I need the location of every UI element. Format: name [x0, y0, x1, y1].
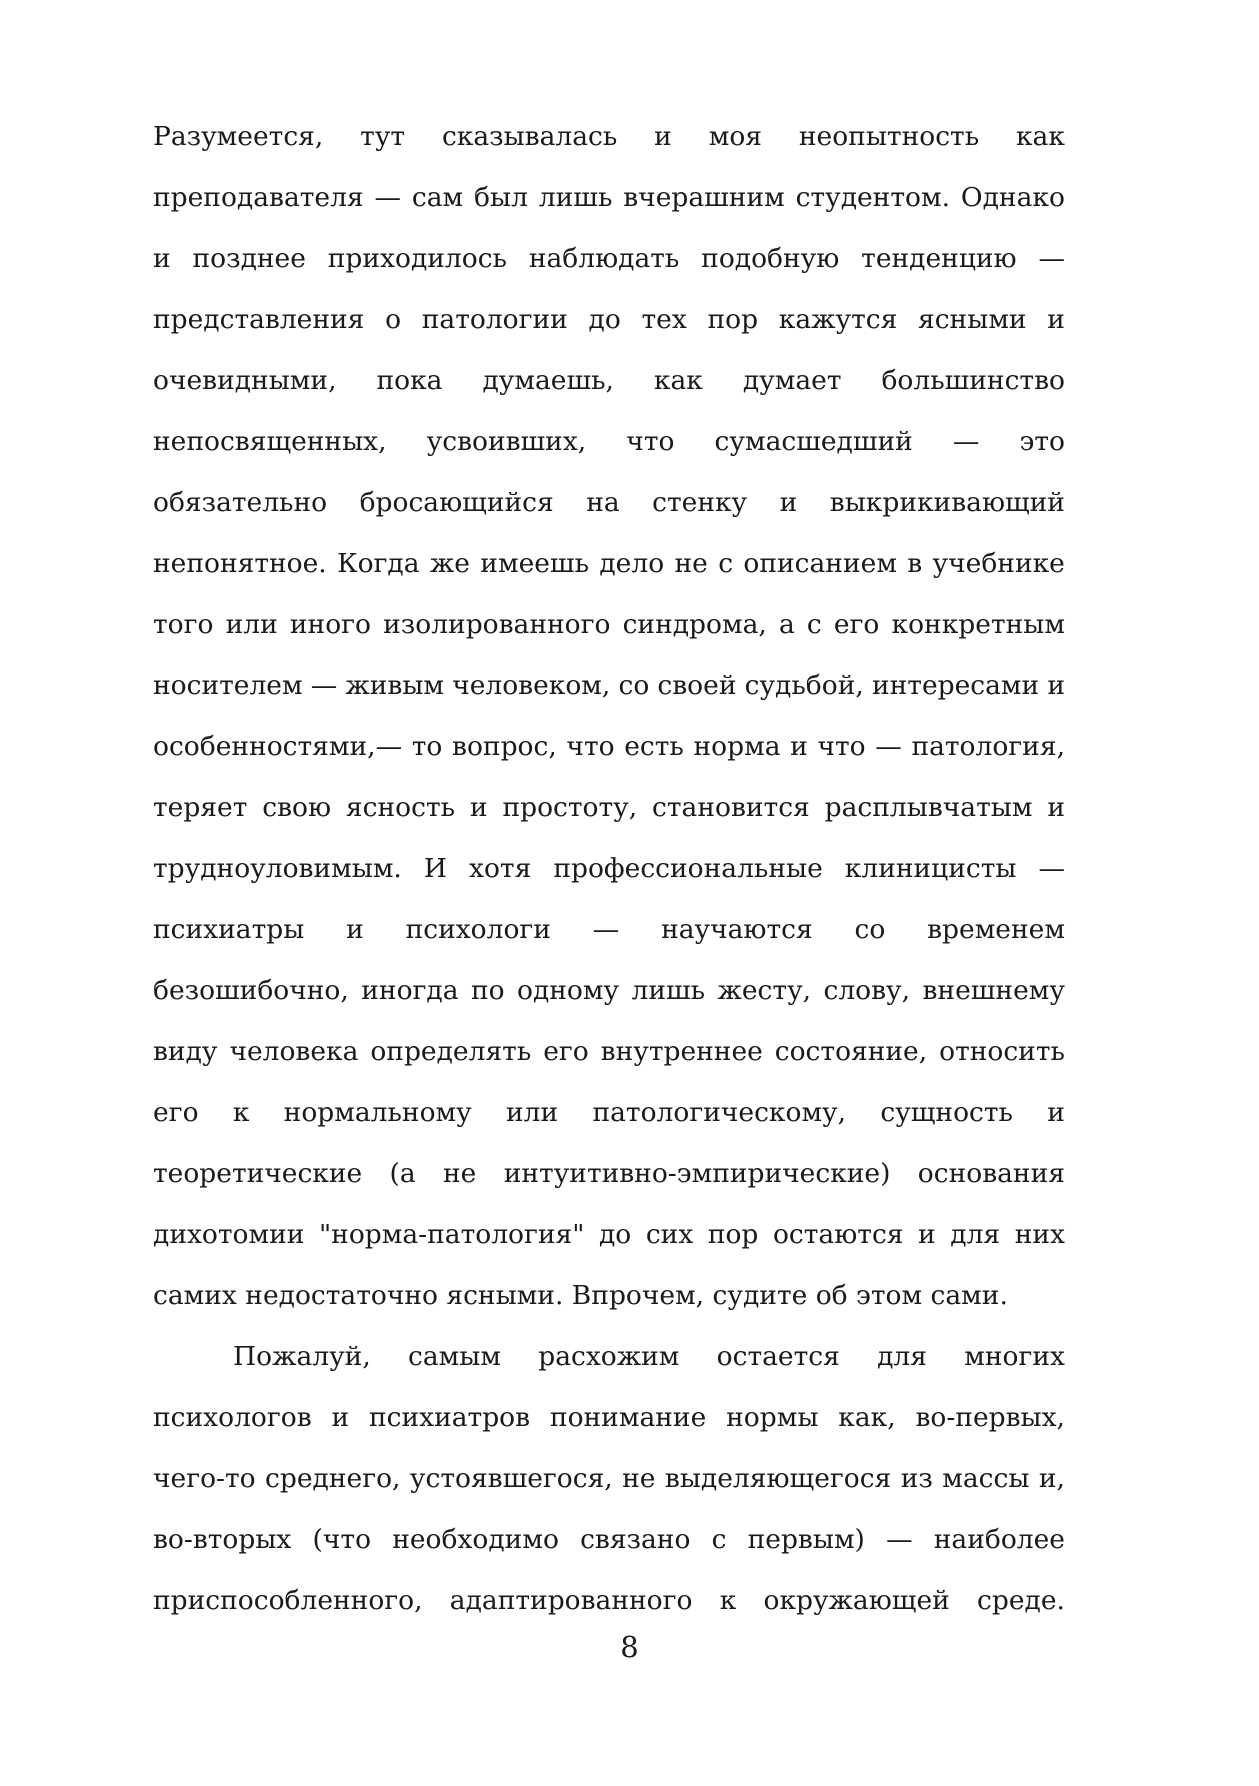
text-line: [153, 228, 1065, 289]
word: нормальному: [283, 1097, 472, 1128]
word: чего-то: [153, 1463, 256, 1494]
word: подобную: [701, 243, 840, 274]
word: тех: [641, 304, 687, 335]
word: не: [674, 548, 708, 579]
word: и: [918, 1219, 936, 1250]
text-line: [153, 960, 1065, 1021]
paragraph-1: [153, 106, 1065, 1265]
word: преподавателя: [153, 182, 364, 213]
word: это: [1019, 426, 1065, 457]
text-line: [153, 289, 1065, 350]
word: устоявшегося,: [409, 1463, 613, 1494]
word: его: [833, 609, 880, 640]
word: психиатров: [368, 1402, 531, 1433]
word: приходилось: [327, 243, 507, 274]
word: временем: [927, 914, 1065, 945]
text-line: [153, 838, 1065, 899]
word: вопрос,: [452, 731, 557, 762]
word: выделяющегося: [664, 1463, 892, 1494]
word: есть: [624, 731, 684, 762]
word: сказывалась: [441, 121, 618, 152]
word: нормы: [726, 1402, 819, 1433]
word: норма: [693, 731, 781, 762]
word: и: [1047, 304, 1065, 335]
word: среднего,: [265, 1463, 401, 1494]
word: внешнему: [922, 975, 1065, 1006]
word: интересами: [871, 670, 1040, 701]
word: то: [411, 731, 443, 762]
word: его: [543, 1036, 589, 1067]
word: виду: [153, 1036, 218, 1067]
word: представления: [153, 304, 365, 335]
word: очевидными,: [153, 365, 337, 396]
word: и: [779, 487, 798, 518]
word: сих: [645, 1219, 694, 1250]
word: расхожим: [538, 1341, 680, 1372]
word: необходимо: [392, 1524, 559, 1555]
word: большинство: [881, 365, 1065, 396]
paragraph-2: [153, 1326, 1065, 1631]
text-line: [153, 1509, 1065, 1570]
word: среде.: [977, 1585, 1065, 1616]
word: —: [310, 670, 338, 701]
word: окружающей: [763, 1585, 950, 1616]
word: сумасшедший: [714, 426, 913, 457]
word: неопытность: [798, 121, 980, 152]
word: психологи: [405, 914, 551, 945]
word: первым): [747, 1524, 865, 1555]
word: студентом.: [795, 182, 951, 213]
word: что: [817, 731, 866, 762]
word: теряет: [153, 792, 248, 823]
word: и: [1047, 1097, 1065, 1128]
word: иногда: [361, 975, 459, 1006]
word: бросающийся: [359, 487, 554, 518]
word: адаптированного: [449, 1585, 693, 1616]
word: внутреннее: [600, 1036, 763, 1067]
word: основания: [917, 1158, 1065, 1189]
word: и: [153, 243, 171, 274]
word: связано: [580, 1524, 691, 1555]
word: не: [622, 1463, 656, 1494]
word: особенностями,—: [153, 731, 403, 762]
word: с: [718, 548, 734, 579]
word: слову,: [823, 975, 911, 1006]
word: до: [588, 304, 621, 335]
word: сам: [411, 182, 464, 213]
word: же: [429, 548, 470, 579]
word: определять: [370, 1036, 532, 1067]
body-text: [153, 106, 1065, 1631]
word: непонятное.: [153, 548, 327, 579]
word: стенку: [652, 487, 748, 518]
word: тут: [360, 121, 406, 152]
word: в: [907, 548, 923, 579]
word: а: [778, 609, 795, 640]
word: моя: [708, 121, 762, 152]
word: теоретические: [153, 1158, 363, 1189]
paragraph-1-last-line: самих недостаточно ясными. Впрочем, судите об этом сами.: [153, 1280, 1008, 1311]
word: них: [1014, 1219, 1065, 1250]
word: обязательно: [153, 487, 328, 518]
word: И: [423, 853, 447, 884]
word: жесту,: [717, 975, 812, 1006]
word: судьбой,: [744, 670, 864, 701]
word: —: [592, 914, 620, 945]
word: многих: [964, 1341, 1065, 1372]
word: —: [875, 731, 902, 762]
word: был: [474, 182, 528, 213]
word: (а: [389, 1158, 416, 1189]
word: думает: [742, 365, 842, 396]
word: учебнике: [932, 548, 1065, 579]
word: позднее: [192, 243, 306, 274]
word: как: [1015, 121, 1065, 152]
word: становится: [652, 792, 810, 823]
word: с: [806, 609, 822, 640]
word: к: [232, 1097, 250, 1128]
word: —: [1038, 853, 1065, 884]
text-line: [153, 1448, 1065, 1509]
word: изолированного: [383, 609, 611, 640]
text-line: [153, 1387, 1065, 1448]
word: Пожалуй,: [233, 1341, 371, 1372]
word: патология,: [911, 731, 1065, 762]
word: как: [653, 365, 703, 396]
word: что: [626, 426, 675, 457]
word: и: [331, 1402, 350, 1433]
word: патологии: [421, 304, 568, 335]
text-line: [153, 533, 1065, 594]
word: его: [153, 1097, 199, 1128]
word: и: [654, 121, 672, 152]
word: носителем: [153, 670, 303, 701]
word: своей: [657, 670, 737, 701]
word: массы: [942, 1463, 1030, 1494]
word: и: [1047, 670, 1065, 701]
word: выкрикивающий: [829, 487, 1065, 518]
word: профессиональные: [553, 853, 823, 884]
word: сущность: [880, 1097, 1013, 1128]
word: человеком,: [452, 670, 611, 701]
word: Разумеется,: [153, 121, 324, 152]
word: и: [346, 914, 364, 945]
word: расплывчатым: [824, 792, 1033, 823]
word: до: [598, 1219, 632, 1250]
word: на: [586, 487, 620, 518]
word: со: [618, 670, 650, 701]
text-line: [153, 411, 1065, 472]
text-line: [153, 655, 1065, 716]
text-line: [153, 716, 1065, 777]
word: и: [790, 731, 808, 762]
text-line: [153, 594, 1065, 655]
word: интуитивно-эмпирические): [503, 1158, 891, 1189]
word: психиатры: [153, 914, 305, 945]
word: психологов: [153, 1402, 312, 1433]
word: имеешь: [480, 548, 590, 579]
word: конкретным: [891, 609, 1065, 640]
word: наблюдать: [528, 243, 680, 274]
word: живым: [345, 670, 445, 701]
word: клиницисты: [844, 853, 1017, 884]
word: состояние,: [774, 1036, 928, 1067]
word: человека: [229, 1036, 359, 1067]
word: остается: [716, 1341, 840, 1372]
word: описанием: [743, 548, 897, 579]
word: к: [719, 1585, 737, 1616]
word: во-первых,: [915, 1402, 1065, 1433]
text-line: [153, 1143, 1065, 1204]
word: Когда: [337, 548, 420, 579]
word: как,: [838, 1402, 896, 1433]
word: думаешь,: [482, 365, 614, 396]
word: простоту,: [502, 792, 638, 823]
word: остаются: [772, 1219, 904, 1250]
word: вчерашним: [623, 182, 785, 213]
word: тенденцию: [861, 243, 1017, 274]
text-line: [153, 1021, 1065, 1082]
word: кажутся: [778, 304, 898, 335]
word: самым: [408, 1341, 501, 1372]
word: лишь: [631, 975, 706, 1006]
word: лишь: [538, 182, 613, 213]
word: —: [374, 182, 402, 213]
word: с: [711, 1524, 727, 1555]
text-line: [153, 472, 1065, 533]
word: о: [385, 304, 402, 335]
word: пока: [376, 365, 443, 396]
word: того: [153, 609, 214, 640]
word: патологическому,: [592, 1097, 847, 1128]
word: синдрома,: [622, 609, 767, 640]
word: не: [443, 1158, 477, 1189]
text-line: [153, 167, 1065, 228]
text-line: [153, 1326, 1065, 1387]
word: дело: [599, 548, 665, 579]
word: —: [952, 426, 980, 457]
word: непосвященных,: [153, 426, 387, 457]
word: усвоивших,: [426, 426, 587, 457]
word: свою: [262, 792, 332, 823]
word: хотя: [469, 853, 532, 884]
text-line: [153, 1570, 1065, 1631]
word: Однако: [960, 182, 1065, 213]
word: и: [1047, 792, 1065, 823]
word: относить: [939, 1036, 1065, 1067]
word: дихотомии: [153, 1219, 305, 1250]
word: ясными: [918, 304, 1027, 335]
text-line: [153, 899, 1065, 960]
word: наиболее: [933, 1524, 1065, 1555]
word: или: [225, 609, 278, 640]
text-line: [153, 350, 1065, 411]
word: (что: [312, 1524, 372, 1555]
word: ясность: [345, 792, 456, 823]
word: из: [900, 1463, 933, 1494]
text-line: [153, 1204, 1065, 1265]
word: для: [877, 1341, 927, 1372]
word: что: [566, 731, 615, 762]
word: "норма-патология": [318, 1219, 585, 1250]
word: со: [854, 914, 886, 945]
word: безошибочно,: [153, 975, 349, 1006]
word: по: [470, 975, 505, 1006]
word: —: [1038, 243, 1065, 274]
word: трудноуловимым.: [153, 853, 402, 884]
word: и: [469, 792, 488, 823]
word: для: [950, 1219, 1001, 1250]
word: и,: [1038, 1463, 1065, 1494]
word: пор: [707, 304, 759, 335]
page-number: 8: [620, 1630, 639, 1664]
word: во-вторых: [153, 1524, 292, 1555]
word: научаются: [661, 914, 813, 945]
word: пор: [707, 1219, 759, 1250]
word: одному: [517, 975, 620, 1006]
text-line: [153, 777, 1065, 838]
text-line: [153, 1082, 1065, 1143]
word: или: [506, 1097, 559, 1128]
word: иного: [289, 609, 371, 640]
word: —: [886, 1524, 913, 1555]
word: приспособленного,: [153, 1585, 423, 1616]
text-line: [153, 106, 1065, 167]
word: понимание: [549, 1402, 707, 1433]
